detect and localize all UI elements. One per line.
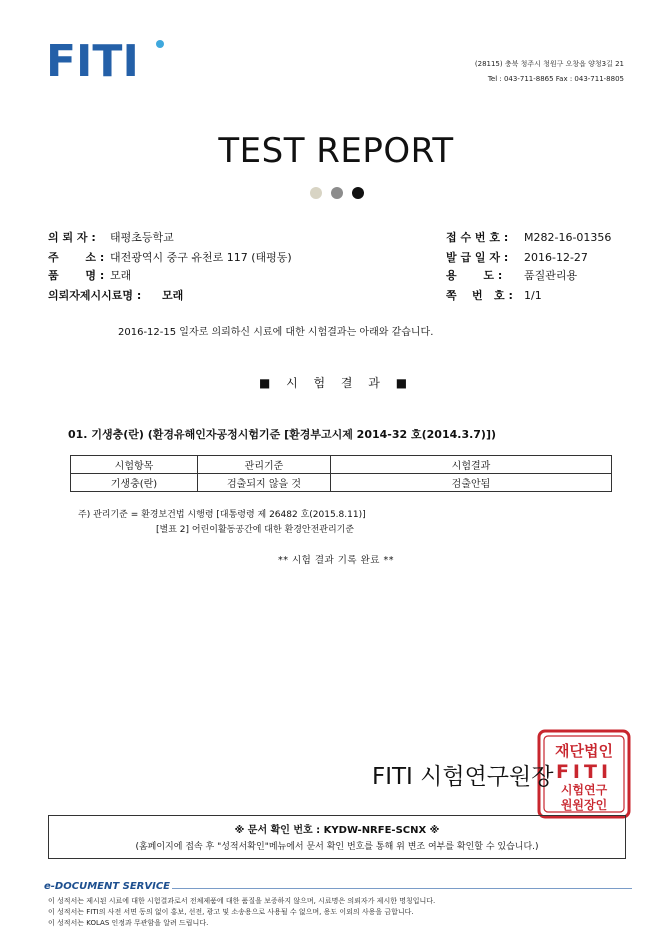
standard-note-annex: [별표 2] 어린이활동공간에 대한 환경안전관리기준	[156, 525, 355, 535]
disclaimer-line: 이 성적서는 KOLAS 인정과 무관함을 알려 드립니다.	[48, 919, 209, 927]
receipt-value: M282-16-01356	[524, 231, 612, 244]
verification-instruction: (홈페이지에 접속 후 "성적서확인"메뉴에서 문서 확인 번호를 통해 위 변조 여부를 확인할 수 있습니다.)	[135, 842, 539, 852]
header-test-item: 시험항목	[71, 456, 198, 474]
receipt-label: 접 수 번 호 :	[446, 231, 509, 244]
end-of-results: ** 시험 결과 기록 완료 **	[277, 555, 394, 566]
intro-text: 2016-12-15 일자로 의뢰하신 시료에 대한 시험결과는 아래와 같습니다.	[118, 327, 434, 338]
footer-divider	[172, 888, 632, 889]
disclaimer-line: 이 성적서는 FITI의 사전 서면 동의 없이 홍보, 선전, 광고 및 소송용으로 사용될 수 없으며, 용도 이외의 사용을 금합니다.	[48, 908, 414, 916]
svg-text:FITI: FITI	[555, 761, 613, 783]
dot-gray	[331, 187, 343, 199]
disclaimer-line: 이 성적서는 제시된 시료에 대한 시험결과로서 전체제품에 대한 품질을 보증하지 않으며, 시료명은 의뢰자가 제시한 명칭입니다.	[48, 897, 436, 905]
report-title: TEST REPORT	[218, 131, 454, 171]
issue-date-value: 2016-12-27	[524, 251, 588, 264]
address-line: (28115) 충북 청주시 청원구 오창읍 양청3길 21	[474, 60, 624, 68]
svg-text:원원장인: 원원장인	[560, 798, 608, 812]
issue-date-label: 발 급 일 자 :	[446, 251, 509, 264]
document-number: ※ 문서 확인 번호 : KYDW-NRFE-SCNX ※	[234, 825, 440, 836]
dot-black	[352, 187, 364, 199]
header-result: 시험결과	[331, 456, 612, 474]
svg-text:시험연구: 시험연구	[560, 783, 608, 797]
item-value: 모래	[110, 269, 132, 282]
company-address	[475, 57, 624, 87]
dot-light	[310, 187, 322, 199]
table-row	[71, 474, 612, 492]
contact-line: Tel : 043-711-8865 Fax : 043-711-8805	[487, 75, 624, 83]
standard-note: 주) 관리기준 = 환경보건법 시행령 [대통령령 제 26482 호(2015.8.11)]	[78, 510, 366, 520]
fiti-logo	[44, 34, 174, 86]
header-standard: 관리기준	[198, 456, 331, 474]
page-number-label: 쪽 번 호 :	[446, 289, 513, 302]
sample-value: 모래	[162, 289, 184, 302]
director-signature: FITI 시험연구원장	[372, 764, 554, 790]
document-verification-box	[48, 815, 626, 859]
purpose-label: 용 도 :	[446, 269, 503, 282]
section-title: ■ 시 험 결 과 ■	[258, 376, 414, 390]
address-value: 대전광역시 중구 유천로 117 (태평동)	[110, 251, 292, 264]
svg-text:재단법인: 재단법인	[555, 742, 613, 760]
purpose-value: 품질관리용	[524, 269, 578, 282]
page-number-value: 1/1	[524, 289, 542, 302]
test-method-heading: 01. 기생충(란) (환경유해인자공정시험기준 [환경부고시제 2014-32 호(2014.3.7)])	[68, 428, 497, 441]
cell-standard: 검출되지 않을 것	[198, 474, 331, 492]
sample-label: 의뢰자제시시료명 :	[48, 289, 142, 302]
item-label: 품 명 :	[48, 269, 105, 282]
client-value: 태평초등학교	[110, 231, 174, 244]
client-label: 의 뢰 자 :	[48, 231, 96, 244]
table-header-row	[71, 456, 612, 474]
cell-test-item: 기생충(란)	[71, 474, 198, 492]
address-label: 주 소 :	[48, 251, 105, 264]
disclaimer	[48, 896, 435, 929]
cell-result: 검출안됨	[331, 474, 612, 492]
svg-text:FITI: FITI	[46, 36, 139, 86]
e-document-service-label: e-DOCUMENT SERVICE	[44, 881, 171, 892]
decorative-dots	[308, 187, 368, 203]
results-table	[70, 455, 612, 492]
